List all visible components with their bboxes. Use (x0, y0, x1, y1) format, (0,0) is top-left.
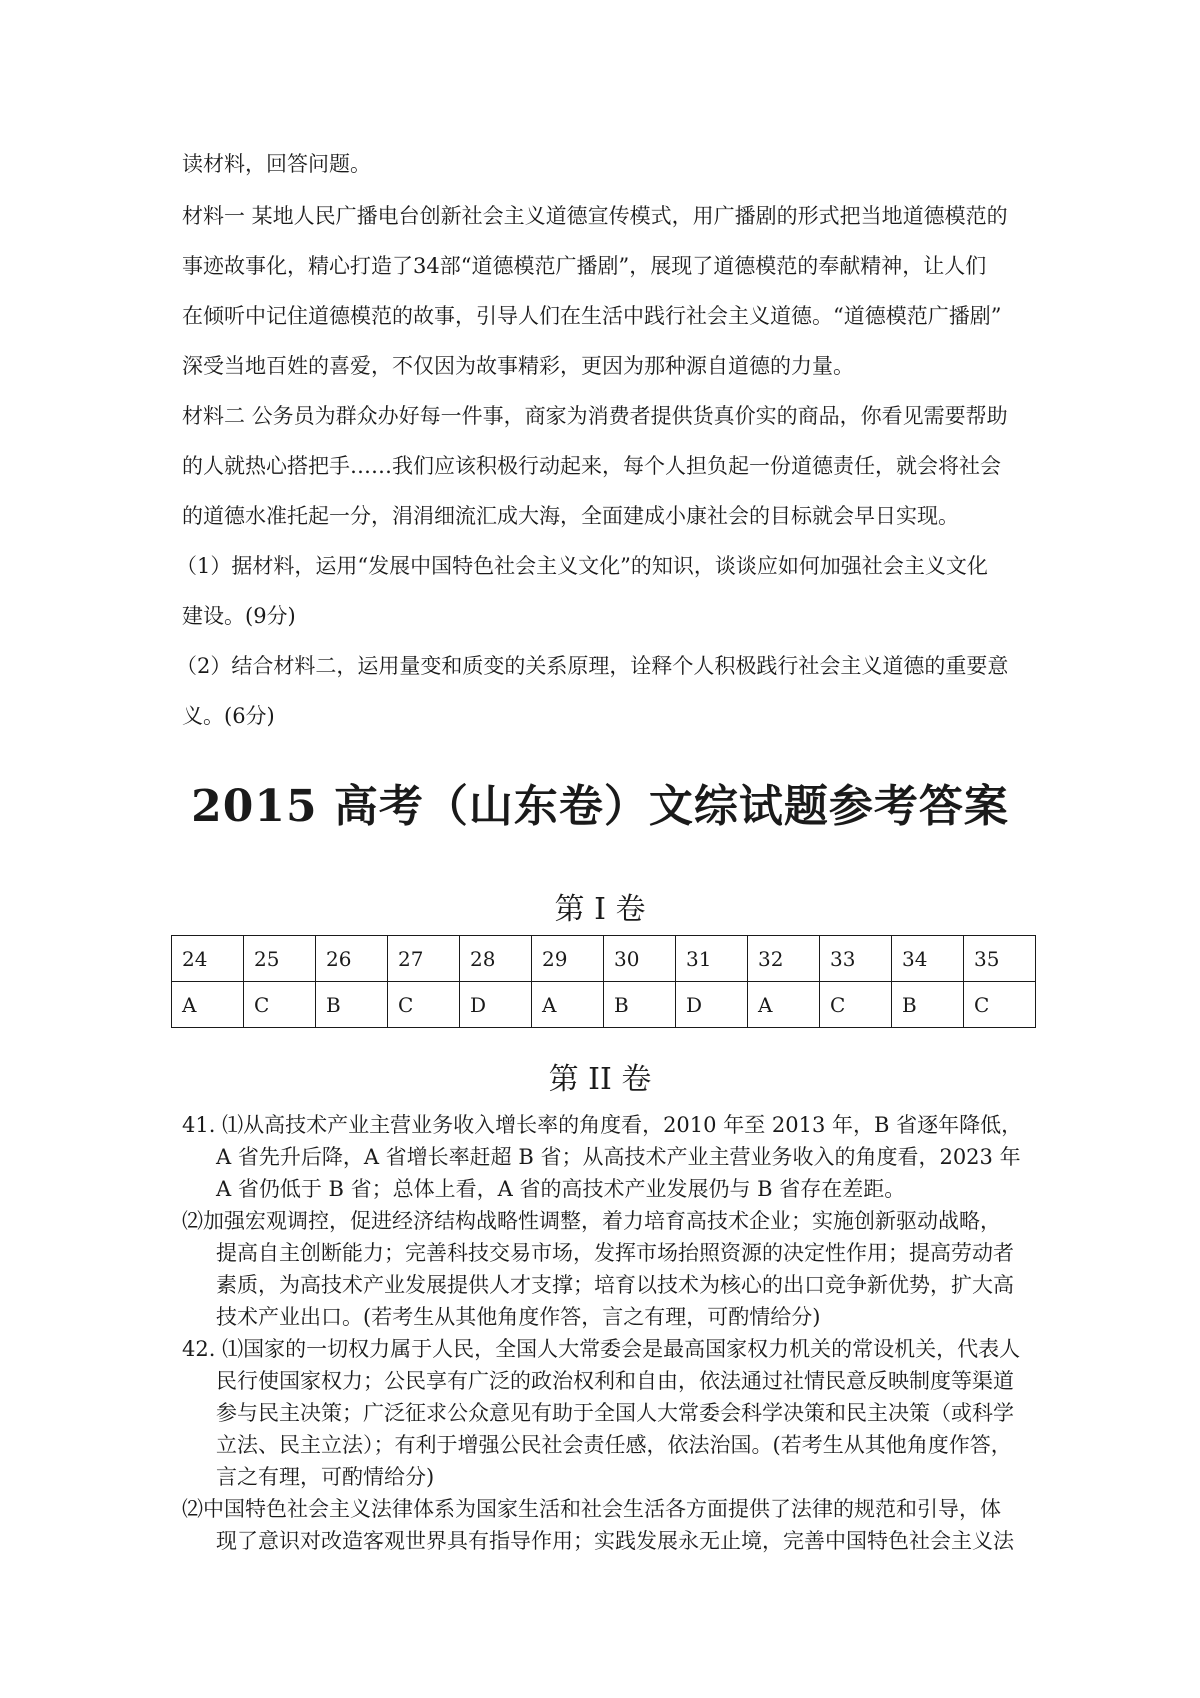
question-line: 材料一 某地人民广播电台创新社会主义道德宣传模式，用广播剧的形式把当地道德模范的 (182, 204, 1008, 228)
question-line: 义。(6分) (182, 704, 275, 728)
answer-line: 提高自主创断能力；完善科技交易市场，发挥市场抬照资源的决定性作用；提高劳动者 (216, 1241, 1014, 1265)
question-number-cell: 29 (532, 936, 604, 982)
answer-title: 2015 高考（山东卷）文综试题参考答案 (191, 781, 1009, 832)
answer-line: 参与民主决策；广泛征求公众意见有助于全国人大常委会科学决策和民主决策（或科学 (216, 1401, 1014, 1425)
answer-table-answer-row (172, 982, 1036, 1028)
question-line: 的道德水准托起一分，涓涓细流汇成大海，全面建成小康社会的目标就会早日实现。 (182, 504, 959, 528)
answer-line: A 省仍低于 B 省；总体上看，A 省的高技术产业发展仍与 B 省存在差距。 (216, 1177, 906, 1201)
answer-cell: A (532, 982, 604, 1028)
answer-line: 41. ⑴从高技术产业主营业务收入增长率的角度看，2010 年至 2013 年，B 省逐年降低， (182, 1113, 1023, 1137)
answer-cell: D (460, 982, 532, 1028)
question-number-cell: 26 (316, 936, 388, 982)
answer-line: 42. ⑴国家的一切权力属于人民，全国人大常委会是最高国家权力机关的常设机关，代表人 (182, 1337, 1021, 1361)
question-line: （1）据材料，运用“发展中国特色社会主义文化”的知识，谈谈应如何加强社会主义文化 (176, 554, 988, 578)
answer-line: 技术产业出口。(若考生从其他角度作答，言之有理，可酌情给分) (216, 1305, 821, 1329)
answer-cell: C (820, 982, 892, 1028)
answer-cell: C (244, 982, 316, 1028)
question-number-cell: 31 (676, 936, 748, 982)
answer-cell: A (172, 982, 244, 1028)
answer-line: A 省先升后降，A 省增长率赶超 B 省；从高技术产业主营业务收入的角度看，2023 年 (216, 1145, 1021, 1169)
question-line: （2）结合材料二，运用量变和质变的关系原理，诠释个人积极践行社会主义道德的重要意 (176, 654, 1009, 678)
answer-line: 现了意识对改造客观世界具有指导作用；实践发展永无止境，完善中国特色社会主义法 (216, 1529, 1014, 1553)
question-line: 建设。(9分) (182, 604, 296, 628)
question-number-cell: 34 (892, 936, 964, 982)
question-line: 材料二 公务员为群众办好每一件事，商家为消费者提供货真价实的商品，你看见需要帮助 (182, 404, 1008, 428)
answer-line: 民行使国家权力；公民享有广泛的政治权利和自由，依法通过社情民意反映制度等渠道 (216, 1369, 1014, 1393)
answer-cell: C (964, 982, 1036, 1028)
question-number-cell: 35 (964, 936, 1036, 982)
answer-cell: A (748, 982, 820, 1028)
question-line: 深受当地百姓的喜爱，不仅因为故事精彩，更因为那种源自道德的力量。 (182, 354, 854, 378)
question-number-cell: 25 (244, 936, 316, 982)
answer-table-number-row (172, 936, 1036, 982)
question-number-cell: 28 (460, 936, 532, 982)
answer-line: 素质，为高技术产业发展提供人才支撑；培育以技术为核心的出口竞争新优势，扩大高 (216, 1273, 1014, 1297)
answer-table (171, 935, 1036, 1028)
question-number-cell: 27 (388, 936, 460, 982)
question-number-cell: 30 (604, 936, 676, 982)
answer-line: 言之有理，可酌情给分) (216, 1465, 435, 1489)
question-line: 的人就热心搭把手……我们应该积极行动起来，每个人担负起一份道德责任，就会将社会 (182, 454, 1001, 478)
section-2-title: 第 II 卷 (548, 1062, 652, 1097)
answer-cell: B (316, 982, 388, 1028)
question-number-cell: 24 (172, 936, 244, 982)
question-number-cell: 32 (748, 936, 820, 982)
answer-cell: C (388, 982, 460, 1028)
question-line: 事迹故事化，精心打造了34部“道德模范广播剧”，展现了道德模范的奉献精神，让人们 (182, 254, 987, 278)
question-line: 读材料，回答问题。 (182, 152, 371, 176)
question-number-cell: 33 (820, 936, 892, 982)
answer-cell: B (892, 982, 964, 1028)
answer-line: ⑵加强宏观调控，促进经济结构战略性调整，着力培育高技术企业；实施创新驱动战略， (182, 1209, 1001, 1233)
section-1-title: 第 I 卷 (554, 892, 646, 927)
answer-cell: B (604, 982, 676, 1028)
answer-line: ⑵中国特色社会主义法律体系为国家生活和社会生活各方面提供了法律的规范和引导，体 (182, 1497, 1001, 1521)
answer-line: 立法、民主立法）；有利于增强公民社会责任感，依法治国。(若考生从其他角度作答， (216, 1433, 1012, 1457)
answer-cell: D (676, 982, 748, 1028)
question-line: 在倾听中记住道德模范的故事，引导人们在生活中践行社会主义道德。“道德模范广播剧” (182, 304, 1002, 328)
